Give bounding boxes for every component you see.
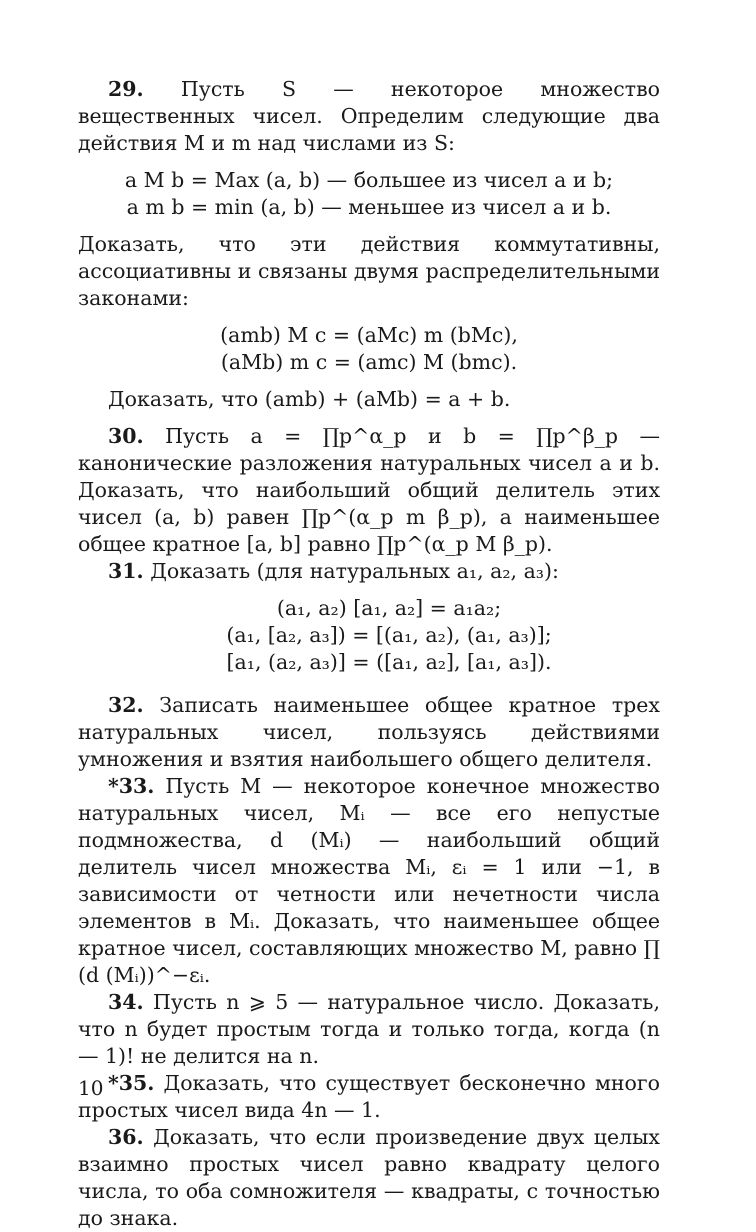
problem-29-text: Пусть S — некоторое множество вещественных чисел. Определим следующие два действия M и m над числами из S: [78, 77, 660, 155]
problem-35-number: *35. [108, 1071, 155, 1095]
problem-31-text: Доказать (для натуральных a₁, a₂, a₃): [150, 559, 559, 583]
problem-29-number: 29. [108, 77, 144, 101]
problem-29-eq4: (aMb) m c = (amc) M (bmc). [220, 350, 518, 374]
problem-35 [78, 1070, 660, 1124]
problem-32-number: 32. [108, 693, 144, 717]
problem-31-eq3: [a₁, (a₂, a₃)] = ([a₁, a₂], [a₁, a₃]). [226, 650, 552, 674]
problem-29-eq2: a m b = min (a, b) — меньшее из чисел a и b. [126, 195, 612, 219]
problem-30 [78, 423, 660, 558]
problem-34-number: 34. [108, 990, 144, 1014]
problem-34 [78, 989, 660, 1070]
problem-31-number: 31. [108, 559, 144, 583]
problem-30-number: 30. [108, 424, 144, 448]
problem-36-text: Доказать, что если произведение двух целых взаимно простых чисел равно квадрату целого числа, то оба сомножителя — квадраты, с точностью до знака. [78, 1125, 660, 1230]
problem-33 [78, 773, 660, 989]
problem-31 [78, 558, 660, 585]
problem-33-number: *33. [108, 774, 155, 798]
problem-31-eq1: (a₁, a₂) [a₁, a₂] = a₁a₂; [276, 596, 502, 620]
problem-29-eq1: a M b = Max (a, b) — большее из чисел a и b; [124, 168, 614, 192]
problem-31-eq2: (a₁, [a₂, a₃]) = [(a₁, a₂), (a₁, a₃)]; [226, 623, 552, 647]
problem-36 [78, 1124, 660, 1232]
problem-29-text2: Доказать, что эти действия коммутативны, ассоциативны и связаны двумя распределительными законами: [78, 232, 660, 310]
problem-35-text: Доказать, что существует бесконечно много простых чисел вида 4n — 1. [78, 1071, 660, 1122]
problem-29-eq3: (amb) M c = (aMc) m (bMc), [220, 323, 518, 347]
problem-34-text: Пусть n ⩾ 5 — натуральное число. Доказать, что n будет простым тогда и только тогда, когда (n — 1)! не делится на n. [78, 990, 660, 1068]
problem-30-text: Пусть a = ∏p^α_p и b = ∏p^β_p — канонические разложения натуральных чисел a и b. Доказать, что наибольший общий делитель этих чисел (a, b) равен ∏p^(α_p m β_p), а наименьшее общее кратное [a, b] равно ∏p^(α_p M β_p). [78, 424, 660, 556]
problem-33-text: Пусть M — некоторое конечное множество натуральных чисел, Mᵢ — все его непустые подмножества, d (Mᵢ) — наибольший общий делитель чисел множества Mᵢ, εᵢ = 1 или −1, в зависимости от четности или нечетности числа элементов в Mᵢ. Доказать, что наименьшее общее кратное чисел, составляющих множество M, равно ∏ (d (Mᵢ))^−εᵢ. [78, 774, 660, 987]
problem-32-text: Записать наименьшее общее кратное трех натуральных чисел, пользуясь действиями умножения и взятия наибольшего общего делителя. [78, 693, 660, 771]
page-body [78, 76, 660, 1232]
problem-36-number: 36. [108, 1125, 144, 1149]
problem-29-text3: Доказать, что (amb) + (aMb) = a + b. [108, 387, 511, 411]
problem-32 [78, 692, 660, 773]
problem-29 [78, 76, 660, 157]
page-number: 10 [78, 1076, 104, 1100]
